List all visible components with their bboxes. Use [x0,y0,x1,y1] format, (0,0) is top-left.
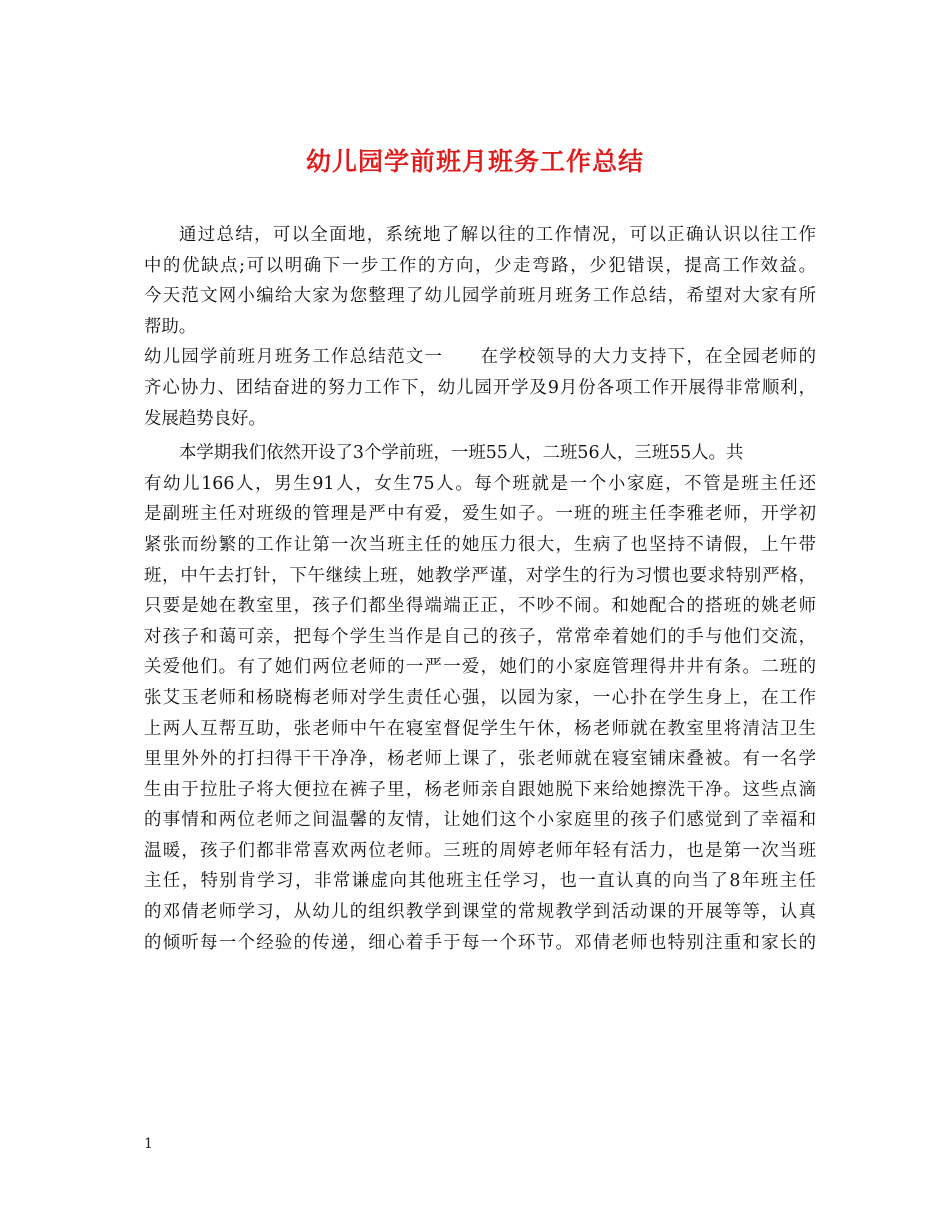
paragraph-sample-one [144,342,816,434]
text-line: 温暖，孩子们都非常喜欢两位老师。三班的周婷老师年轻有活力，也是第一次当班 [144,840,816,861]
text-line: 的事情和两位老师之间温馨的友情，让她们这个小家庭里的孩子们感觉到了幸福和 [144,810,816,831]
text-line: 的邓倩老师学习，从幼儿的组织教学到课堂的常规教学到活动课的开展等等，认真 [144,902,816,923]
text-line: 发展趋势良好。 [144,408,266,429]
document-body [144,220,816,958]
text-line: 通过总结，可以全面地，系统地了解以往的工作情况，可以正确认识以往工作 [179,225,816,245]
paragraph-classes [144,438,816,958]
text-line: 生由于拉肚子将大便拉在裤子里，杨老师亲自跟她脱下来给她擦洗干净。这些点滴 [144,779,816,800]
text-line: 是副班主任对班级的管理是严中有爱，爱生如子。一班的班主任李雅老师，开学初 [144,504,816,525]
text-line: 今天范文网小编给大家为您整理了幼儿园学前班月班务工作总结，希望对大家有所 [144,286,816,307]
text-line: 主任，特别肯学习，非常谦虚向其他班主任学习，也一直认真的向当了8年班主任 [144,871,816,892]
paragraph-intro [144,220,816,342]
text-line: 对孩子和蔼可亲，把每个学生当作是自己的孩子，常常牵着她们的手与他们交流， [144,626,816,647]
page-number: 1 [144,1136,153,1152]
text-line: 紧张而纷繁的工作让第一次当班主任的她压力很大，生病了也坚持不请假，上午带 [144,534,816,555]
text-line: 幼儿园学前班月班务工作总结范文一 在学校领导的大力支持下，在全园老师的 [144,347,816,368]
text-line: 中的优缺点;可以明确下一步工作的方向，少走弯路，少犯错误，提高工作效益。 [144,255,816,276]
text-line: 上两人互帮互助，张老师中午在寝室督促学生午休，杨老师就在教室里将清洁卫生 [144,718,816,739]
text-line: 有幼儿166人，男生91人，女生75人。每个班就是一个小家庭，不管是班主任还 [144,473,816,494]
text-line: 本学期我们依然开设了3个学前班，一班55人，二班56人，三班55人。共 [179,443,744,464]
text-line: 齐心协力、团结奋进的努力工作下，幼儿园开学及9月份各项工作开展得非常顺利， [144,377,816,398]
text-line: 关爱他们。有了她们两位老师的一严一爱，她们的小家庭管理得井井有条。二班的 [144,657,816,678]
document-title: 幼儿园学前班月班务工作总结 [305,147,644,176]
text-line: 里里外外的打扫得干干净净，杨老师上课了，张老师就在寝室铺床叠被。有一名学 [144,749,816,770]
text-line: 班，中午去打针，下午继续上班，她教学严谨，对学生的行为习惯也要求特别严格， [144,565,816,586]
text-line: 帮助。 [144,316,197,337]
text-line: 张艾玉老师和杨晓梅老师对学生责任心强，以园为家，一心扑在学生身上，在工作 [144,687,816,708]
text-line: 只要是她在教室里，孩子们都坐得端端正正，不吵不闹。和她配合的搭班的姚老师 [144,596,816,617]
text-line: 的倾听每一个经验的传递，细心着手于每一个环节。邓倩老师也特别注重和家长的 [144,932,816,953]
